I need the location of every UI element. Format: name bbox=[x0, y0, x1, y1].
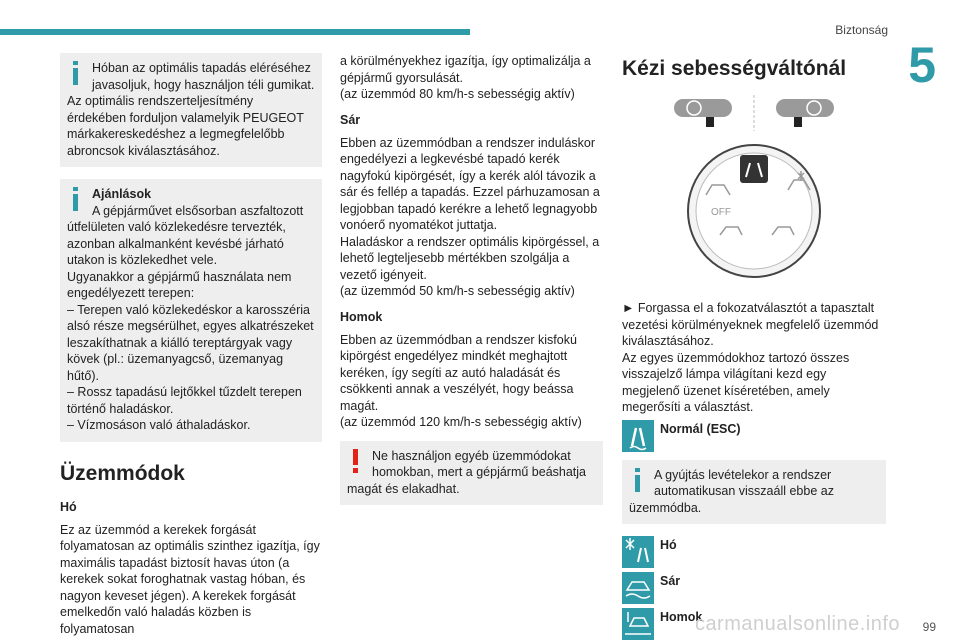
left-hand-drive-icon bbox=[674, 99, 732, 127]
mode-item-mud bbox=[622, 572, 886, 604]
instruction-text: ► Forgassa el a fokozatválasztót a tapasztalt vezetési körülményeknek megfelelő üzemmód kiválasztásához. Az egyes üzemmódokhoz tartozó összes visszajelző lámpa világítani kezd egy megjelenő üzenet kíséretében, amely megerősíti a választást. bbox=[622, 301, 879, 414]
warning-text: magát és elakadhat. bbox=[347, 481, 460, 496]
chapter-number: 5 bbox=[908, 37, 936, 93]
mode-label-snow: Hó bbox=[660, 538, 677, 552]
info-text: üzemmódba. bbox=[629, 500, 702, 515]
mode-heading-mud: Sár bbox=[340, 112, 361, 127]
normal-esc-mode-icon bbox=[622, 420, 654, 452]
mode-selector-illustration bbox=[622, 95, 886, 300]
info-text: A gépjárművet elsősorban aszfaltozott bbox=[92, 203, 304, 218]
info-text: Hóban az optimális tapadás eléréséhez javasoljuk, hogy használjon téli gumikat. bbox=[92, 61, 315, 92]
column-left bbox=[60, 53, 322, 637]
right-hand-drive-icon bbox=[776, 99, 834, 127]
mode-dial-diagram bbox=[622, 95, 886, 300]
mode-description-snow: Ez az üzemmód a kerekek forgását folyamatosan az optimális szinthez igazítja, így maximális tapadást biztosít havas úton (a kerekek sokat foroghatnak vastag hóban, és nagyon keveset jégen). A kerekek forgását emelkedőn való haladás közben is folyamatosan bbox=[60, 522, 320, 636]
section-title: Biztonság bbox=[835, 23, 888, 37]
warning-icon bbox=[347, 449, 365, 473]
info-text: Az optimális rendszerteljesítmény érdekében forduljon valamelyik PEUGEOT márkakereskedéshez a legmegfelelőbb abroncsok kiválasztásához. bbox=[67, 94, 304, 158]
snow-mode-icon bbox=[622, 536, 654, 568]
info-icon bbox=[67, 187, 85, 211]
mud-mode-icon bbox=[622, 572, 654, 604]
warning-text: Ne használjon egyéb üzemmódokat homokban, mert a gépjármű beáshatja bbox=[372, 448, 587, 479]
warning-box bbox=[340, 441, 603, 506]
info-box-recommendations bbox=[60, 179, 322, 442]
mode-description-snow-cont: a körülményekhez igazítja, így optimalizálja a gépjármű gyorsulását. (az üzemmód 80 km/h-s sebességig aktív) bbox=[340, 54, 591, 101]
column-right bbox=[622, 53, 886, 640]
mode-item-snow bbox=[622, 536, 886, 568]
mode-label-sand: Homok bbox=[660, 610, 703, 624]
mode-heading-snow: Hó bbox=[60, 499, 77, 514]
info-text: útfelületen való közlekedésre tervezték, azonban alkalmanként kevésbé járható utakon is közlekedhet vele. Ugyanakkor a gépjármű használata nem engedélyezett terepen: – Terepen való közlekedéskor a karosszéria alsó része megsérülhet, egyes alkatrészeket leszakíthatnak a kiálló tereptárgyak vagy kövek (pl.: üzemanyagcső, üzemanyag hűtő). – Rossz tapadású lejtőkkel tűzdelt terepen történő haladáskor. – Vízmosáson való áthaladáskor. bbox=[67, 220, 314, 432]
page-number: 99 bbox=[922, 620, 936, 634]
info-text: A gyújtás levételekor a rendszer automatikusan visszaáll ebbe az bbox=[654, 467, 834, 498]
watermark: carmanualsonline.info bbox=[694, 613, 900, 635]
mode-description-mud: Ebben az üzemmódban a rendszer induláskor engedélyezi a legkevésbé tapadó kerék nagyfokú kipörgését, így a kerék alól távozik a sár és fellép a tapadás. Ezzel párhuzamosan a legjobban tapadó kerékre a lehető legnagyobb vonóerő nyomatékot juttatja. Haladáskor a rendszer optimális kipörgéssel, a lehető legteljesebb mértékben szolgálja a vezető igényeit. (az üzemmód 50 km/h-s sebességig aktív) bbox=[340, 135, 600, 298]
info-title: Ajánlások bbox=[92, 187, 152, 201]
info-icon bbox=[67, 61, 85, 85]
mode-description-sand: Ebben az üzemmódban a rendszer kisfokú kipörgést engedélyez mindkét meghajtott keréken, így segíti az autó haladását és csökkenti annak a veszélyét, hogy beássa magát. (az üzemmód 120 km/h-s sebességig aktív) bbox=[340, 332, 582, 429]
sand-mode-icon bbox=[622, 608, 654, 640]
section-heading-modes: Üzemmódok bbox=[60, 461, 185, 485]
dial-off-label: OFF bbox=[711, 207, 731, 218]
info-box-ignition-reset bbox=[622, 460, 886, 525]
info-icon bbox=[629, 468, 647, 492]
header-accent-bar bbox=[0, 29, 470, 35]
mode-label-mud: Sár bbox=[660, 574, 681, 588]
mode-item-normal bbox=[622, 420, 886, 452]
column-middle bbox=[340, 53, 603, 517]
info-box-winter-tires bbox=[60, 53, 322, 167]
mode-label-normal: Normál (ESC) bbox=[660, 421, 741, 436]
mode-heading-sand: Homok bbox=[340, 309, 383, 324]
section-heading-manual-gearbox: Kézi sebességváltónál bbox=[622, 57, 847, 80]
